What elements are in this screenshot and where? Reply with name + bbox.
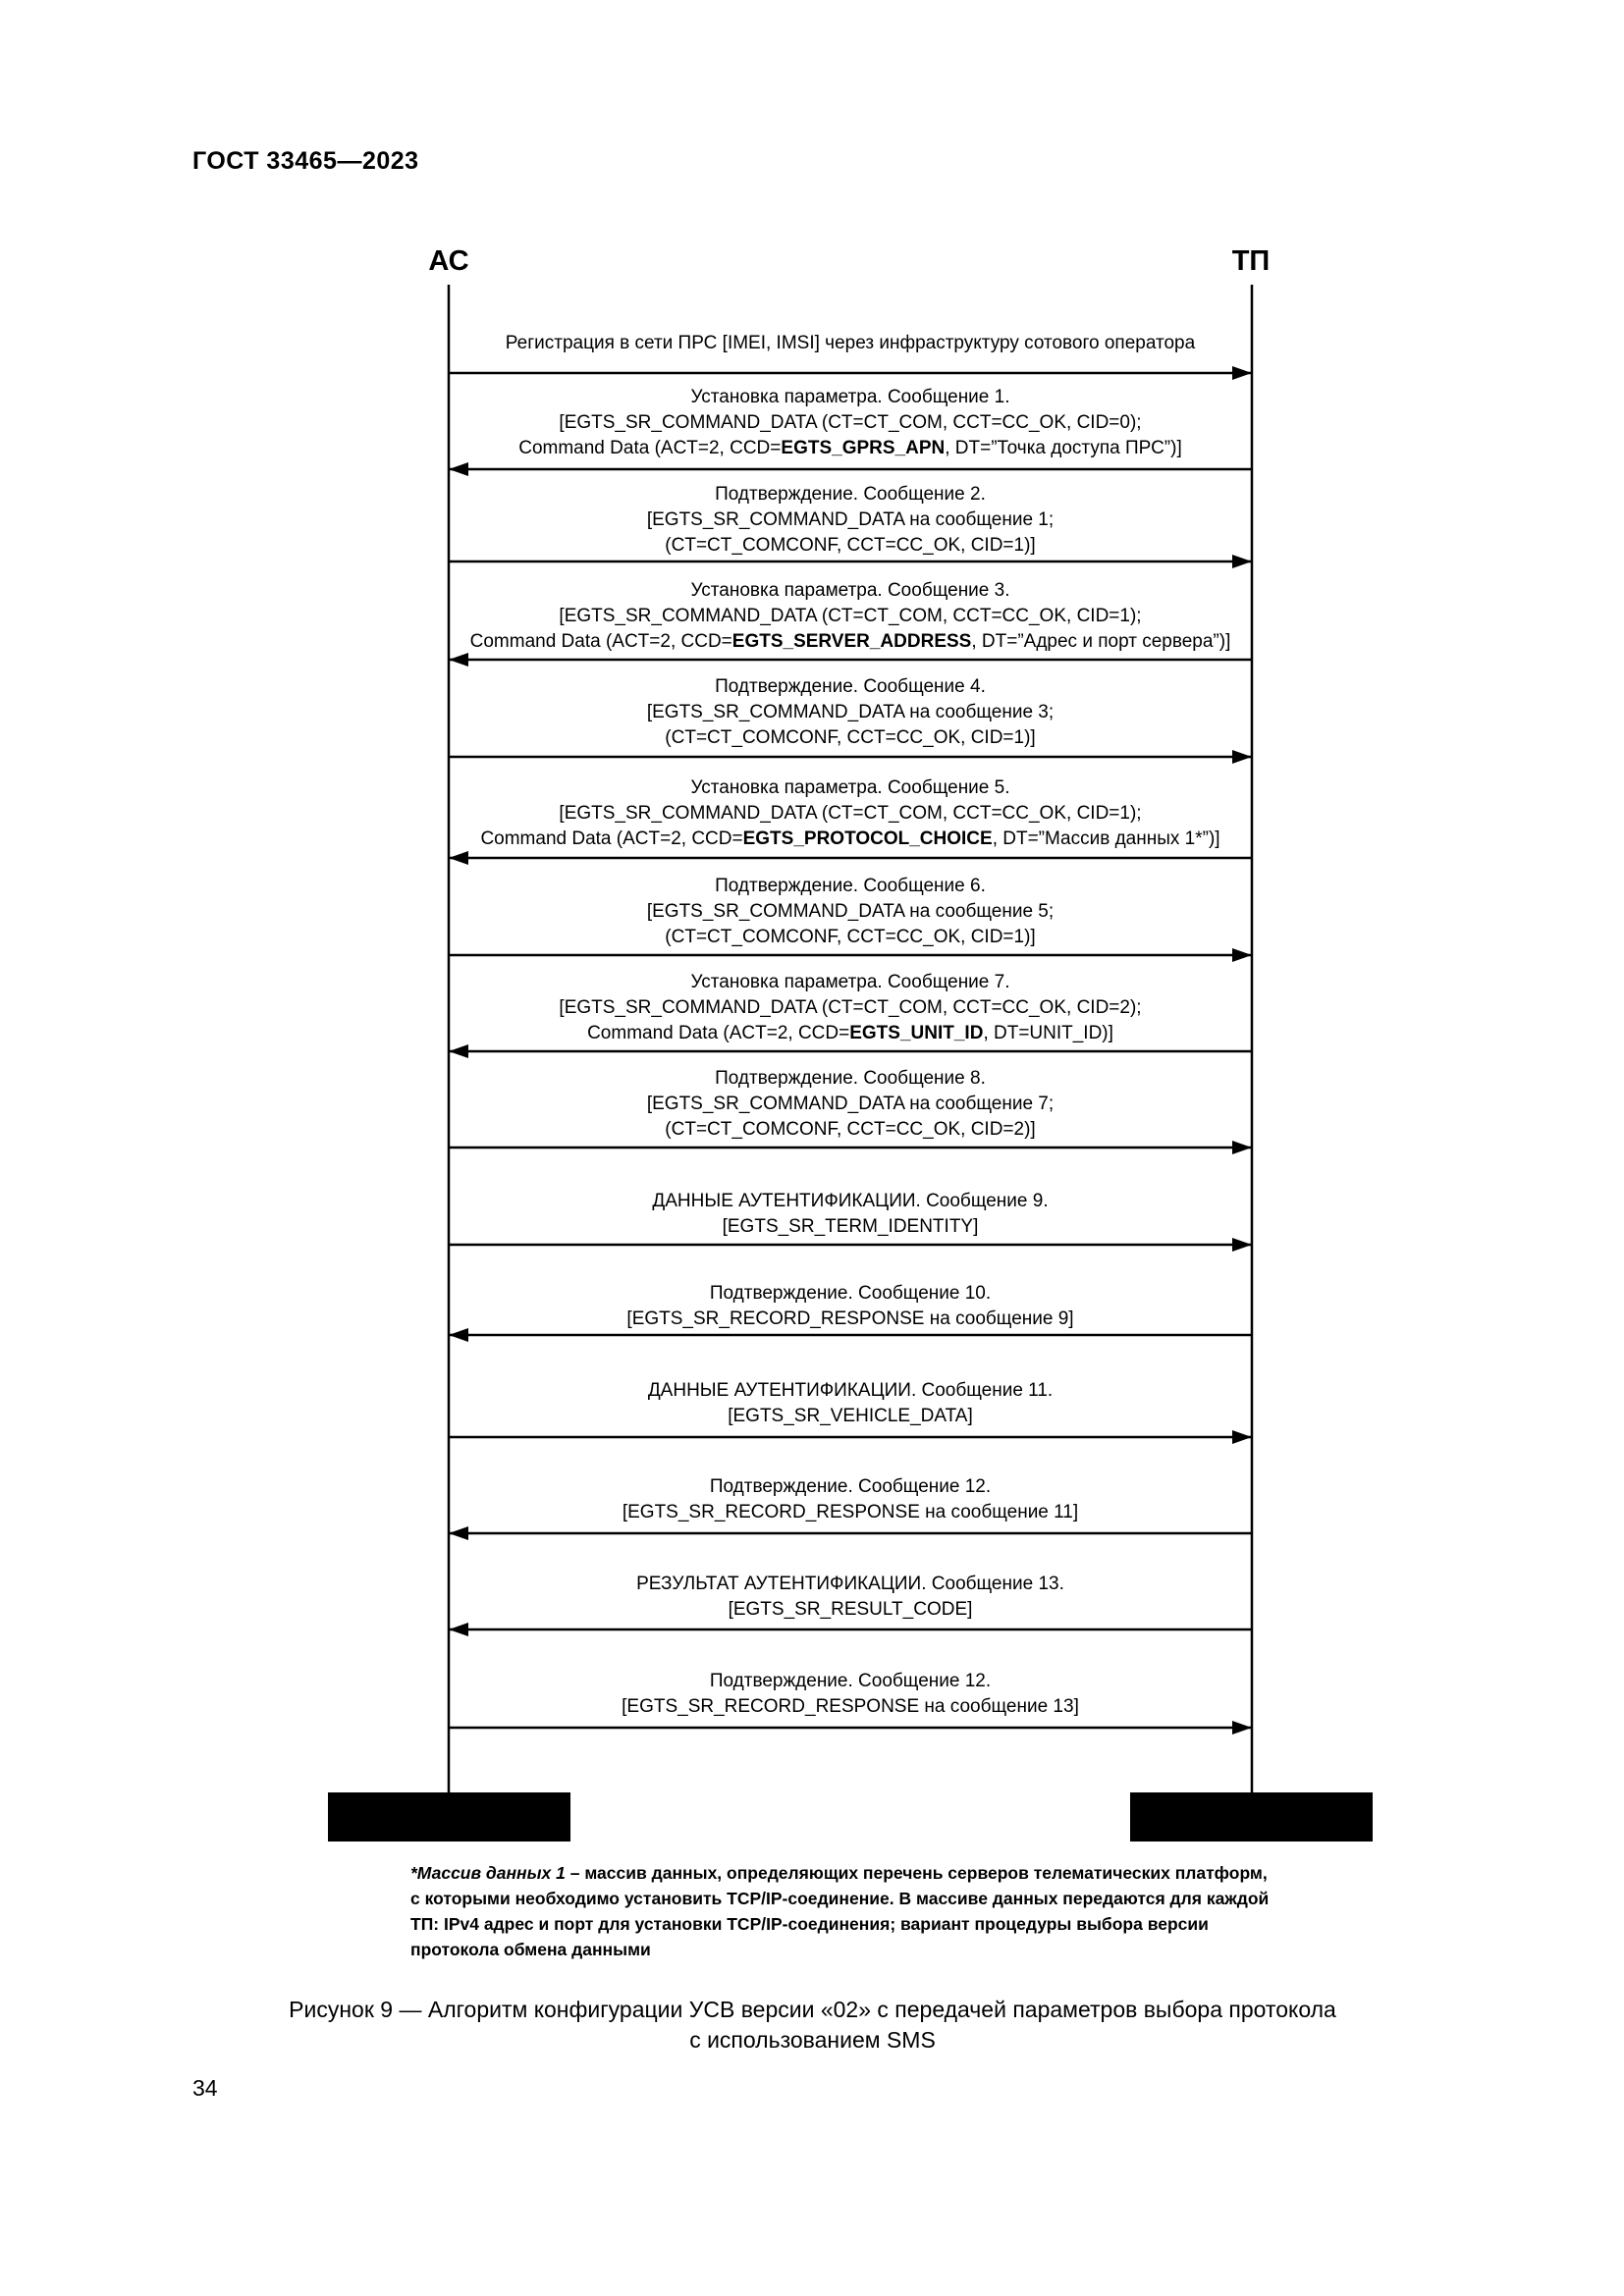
message-text-line: Установка параметра. Сообщение 1. <box>690 387 1010 407</box>
message-text-line: Подтверждение. Сообщение 12. <box>709 1476 992 1497</box>
message-text-line: [EGTS_SR_COMMAND_DATA (CT=CT_COM, CCT=CC_OK, CID=1); <box>559 803 1142 824</box>
message-label-4 <box>449 578 1252 655</box>
message-label-6 <box>449 775 1252 852</box>
message-text-line: (CT=CT_COMCONF, CCT=CC_OK, CID=1)] <box>665 927 1036 947</box>
footnote-line: с которыми необходимо установить TCP/IP-соединение. В массиве данных передаются для каждой <box>410 1889 1270 1908</box>
message-text-line: [EGTS_SR_COMMAND_DATA на сообщение 5; <box>646 901 1055 922</box>
message-text-line: [EGTS_SR_RESULT_CODE] <box>728 1599 973 1620</box>
message-label-11 <box>449 1281 1252 1332</box>
figure-caption: Рисунок 9 — Алгоритм конфигурации УСВ версии «02» с передачей параметров выбора протокола с использованием SMS <box>289 1997 1336 2053</box>
actor-as-label: АС <box>428 245 469 277</box>
message-text-line: (CT=CT_COMCONF, CCT=CC_OK, CID=1)] <box>665 727 1036 748</box>
message-text-line: [EGTS_SR_COMMAND_DATA (CT=CT_COM, CCT=CC_OK, CID=2); <box>559 997 1142 1018</box>
lifeline-end-tp <box>1130 1792 1373 1842</box>
message-text-line: Установка параметра. Сообщение 3. <box>690 580 1010 601</box>
message-text-line: [EGTS_SR_RECORD_RESPONSE на сообщение 9] <box>626 1308 1074 1329</box>
message-label-5 <box>449 674 1252 751</box>
command-code: EGTS_SERVER_ADDRESS <box>731 631 972 652</box>
message-text-line: (CT=CT_COMCONF, CCT=CC_OK, CID=1)] <box>665 535 1036 556</box>
document-id: ГОСТ 33465—2023 <box>192 147 419 175</box>
page-number: 34 <box>192 2075 218 2101</box>
command-code: EGTS_PROTOCOL_CHOICE <box>742 828 993 849</box>
message-text-line: ДАННЫЕ АУТЕНТИФИКАЦИИ. Сообщение 11. <box>647 1380 1054 1401</box>
message-label-2 <box>449 385 1252 461</box>
message-text-line: ДАННЫЕ АУТЕНТИФИКАЦИИ. Сообщение 9. <box>652 1191 1049 1211</box>
message-text-line: Command Data (ACT=2, CCD=EGTS_PROTOCOL_CHOICE, DT=”Массив данных 1*”)] <box>480 828 1220 849</box>
message-text-line: Установка параметра. Сообщение 7. <box>690 972 1010 992</box>
message-label-7 <box>449 874 1252 950</box>
command-code: EGTS_UNIT_ID <box>849 1023 984 1043</box>
message-label-1 <box>449 331 1252 356</box>
message-label-10 <box>449 1189 1252 1240</box>
lifeline-end-as <box>328 1792 570 1842</box>
footnote-term: *Массив данных 1 <box>410 1863 566 1883</box>
message-text-line: Установка параметра. Сообщение 5. <box>690 777 1010 798</box>
footnote-line: ТП: IPv4 адрес и порт для установки TCP/IP-соединения; вариант процедуры выбора версии <box>410 1914 1209 1934</box>
message-label-15 <box>449 1669 1252 1720</box>
message-text-line: Command Data (ACT=2, CCD=EGTS_UNIT_ID, DT=UNIT_ID)] <box>587 1023 1113 1043</box>
message-text-line: Подтверждение. Сообщение 2. <box>715 484 986 505</box>
message-text-line: Подтверждение. Сообщение 6. <box>715 876 986 896</box>
footnote-line: протокола обмена данными <box>410 1940 651 1959</box>
message-label-14 <box>449 1572 1252 1623</box>
message-text-line: (CT=CT_COMCONF, CCT=CC_OK, CID=2)] <box>665 1119 1036 1140</box>
message-text-line: [EGTS_SR_COMMAND_DATA на сообщение 1; <box>646 509 1055 530</box>
footnote <box>410 1860 1314 1962</box>
message-text-line: [EGTS_SR_TERM_IDENTITY] <box>722 1216 979 1237</box>
message-text-line: [EGTS_SR_COMMAND_DATA (CT=CT_COM, CCT=CC_OK, CID=0); <box>559 412 1142 433</box>
footnote-line: *Массив данных 1 – массив данных, определяющих перечень серверов телематических платформ, <box>410 1863 1268 1883</box>
message-text-line: Command Data (ACT=2, CCD=EGTS_SERVER_ADDRESS, DT=”Адрес и порт сервера”)] <box>469 631 1231 652</box>
message-text-line: РЕЗУЛЬТАТ АУТЕНТИФИКАЦИИ. Сообщение 13. <box>636 1574 1064 1594</box>
message-label-8 <box>449 970 1252 1046</box>
message-text-line: Command Data (ACT=2, CCD=EGTS_GPRS_APN, DT=”Точка доступа ПРС”)] <box>518 438 1182 458</box>
message-label-13 <box>449 1474 1252 1525</box>
message-label-9 <box>449 1066 1252 1143</box>
message-text-line: Подтверждение. Сообщение 12. <box>709 1671 992 1691</box>
message-text-line: Подтверждение. Сообщение 4. <box>715 676 986 697</box>
message-text-line: [EGTS_SR_RECORD_RESPONSE на сообщение 11] <box>622 1502 1079 1522</box>
message-text-line: Подтверждение. Сообщение 10. <box>709 1283 992 1304</box>
message-label-3 <box>449 482 1252 559</box>
message-label-12 <box>449 1378 1252 1429</box>
message-text-line: Подтверждение. Сообщение 8. <box>715 1068 986 1089</box>
message-text-line: [EGTS_SR_COMMAND_DATA на сообщение 3; <box>646 702 1055 722</box>
message-text-line: [EGTS_SR_COMMAND_DATA на сообщение 7; <box>646 1094 1055 1114</box>
message-text-line: [EGTS_SR_VEHICLE_DATA] <box>728 1406 973 1426</box>
message-text-line: Регистрация в сети ПРС [IMEI, IMSI] через инфраструктуру сотового оператора <box>505 333 1196 353</box>
message-text-line: [EGTS_SR_RECORD_RESPONSE на сообщение 13] <box>622 1696 1079 1717</box>
actor-tp-label: ТП <box>1231 245 1271 277</box>
message-text-line: [EGTS_SR_COMMAND_DATA (CT=CT_COM, CCT=CC_OK, CID=1); <box>559 606 1142 626</box>
command-code: EGTS_GPRS_APN <box>781 438 946 458</box>
